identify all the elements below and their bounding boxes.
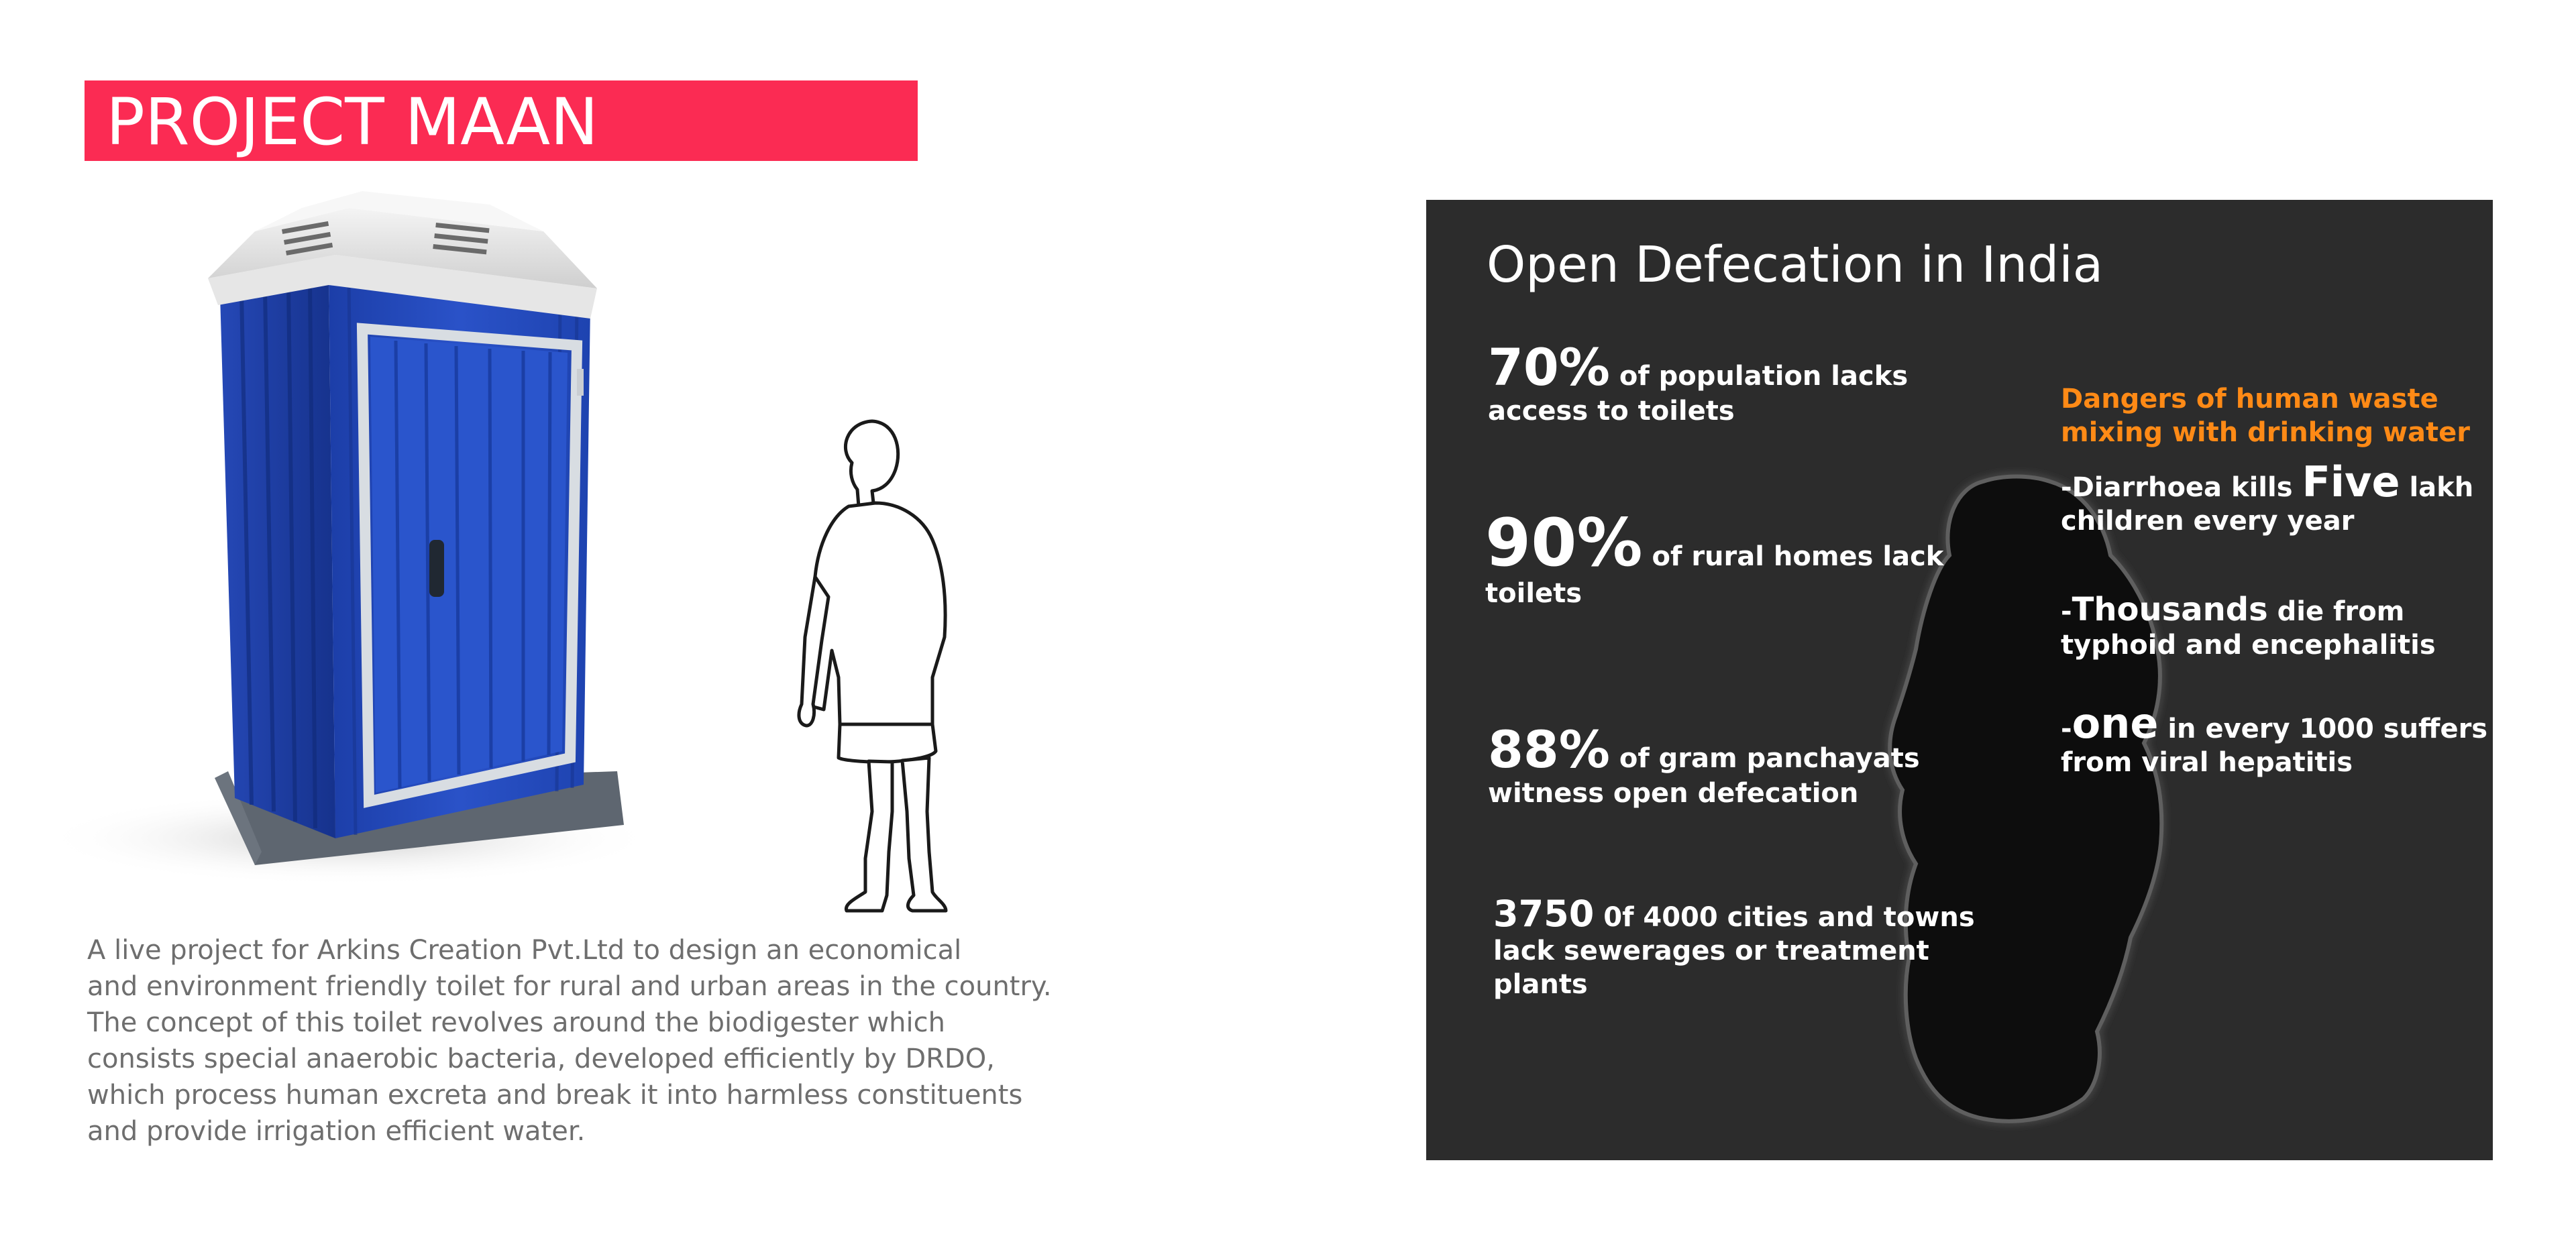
project-description [87,932,1161,1149]
stat-rural-homes [1485,505,1944,610]
danger-emphasis: Five [2302,457,2400,506]
stat-text: 0f 4000 cities and towns [1603,902,1975,933]
dangers-heading-line: Dangers of human waste [2061,384,2438,414]
dangers-heading [2061,382,2470,449]
danger-text: from viral hepatitis [2061,747,2353,778]
description-line: A live project for Arkins Creation Pvt.Ltd to design an economical [87,935,962,966]
page-title: PROJECT MAAN [106,85,598,160]
stat-cities [1493,893,1975,1001]
stat-figure: 3750 [1493,893,1595,935]
stat-text: witness open defecation [1488,778,1859,809]
stat-figure: 90% [1485,505,1643,581]
stat-figure: 88% [1488,720,1610,779]
danger-typhoid [2061,593,2436,662]
danger-text: -Diarrhoea kills [2061,472,2302,503]
danger-text: lakh [2400,472,2474,503]
danger-text: - [2061,714,2072,744]
danger-text: - [2061,596,2072,627]
stat-text: of population lacks [1619,361,1909,392]
panel-title: Open Defecation in India [1487,236,2104,294]
description-line: The concept of this toilet revolves around the biodigester which [87,1007,945,1038]
danger-text: die from [2267,596,2405,627]
description-line: and provide irrigation efficient water. [87,1116,586,1147]
danger-text: typhoid and encephalitis [2061,630,2436,661]
stat-text: lack sewerages or treatment [1493,936,1929,966]
danger-hepatitis [2061,699,2488,779]
title-banner [85,80,918,161]
stat-population [1488,337,1909,428]
description-line: consists special anaerobic bacteria, developed efficiently by DRDO, [87,1044,995,1074]
danger-text: in every 1000 suffers [2158,714,2488,744]
description-line: which process human excreta and break it into harmless constituents [87,1080,1023,1111]
stat-text: toilets [1485,578,1582,609]
danger-emphasis: one [2072,699,2159,748]
person-outline-icon [799,421,946,911]
open-defecation-panel [1426,200,2493,1160]
toilet-illustration [60,168,1000,939]
danger-diarrhoea [2061,457,2474,538]
description-line: and environment friendly toilet for rural and urban areas in the country. [87,971,1052,1002]
stat-text: of gram panchayats [1619,743,1920,774]
stat-text: access to toilets [1488,396,1735,427]
stat-gram-panchayats [1488,720,1920,810]
stat-figure: 70% [1488,337,1610,397]
stat-text: plants [1493,969,1588,1000]
portable-toilet-icon [208,191,597,838]
dangers-heading-line: mixing with drinking water [2061,417,2470,448]
stat-text: of rural homes lack [1652,541,1944,572]
danger-text: children every year [2061,506,2355,537]
danger-emphasis: Thousands [2072,591,2268,628]
